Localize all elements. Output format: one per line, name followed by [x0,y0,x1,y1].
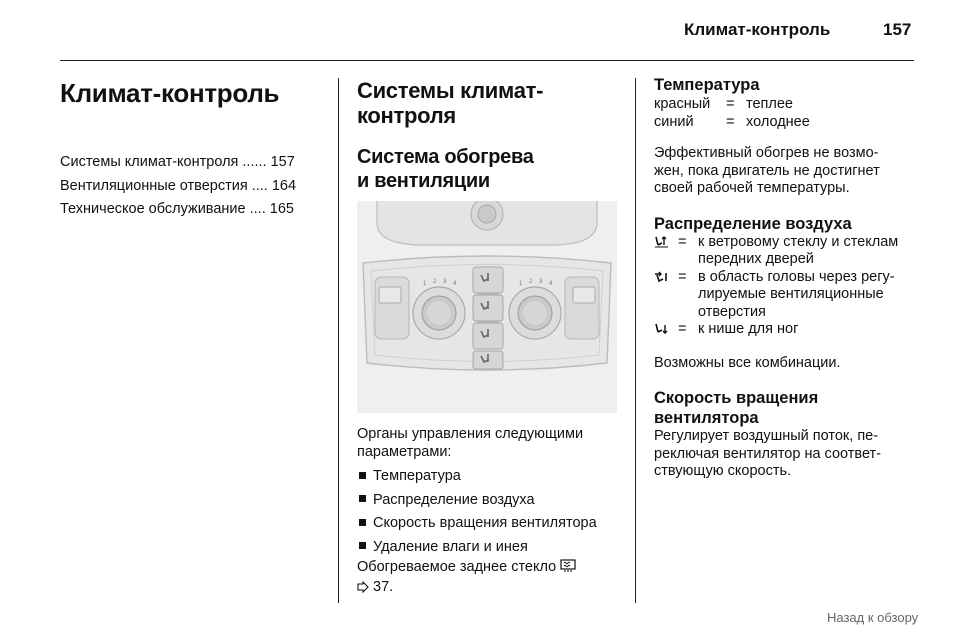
equals-sign: = [726,96,735,112]
list-item [357,536,622,560]
back-to-overview-link[interactable]: Назад к обзору [827,610,919,625]
effective-line-1: Эффективный обогрев не возмо- [654,145,879,161]
air-row-windshield [654,234,924,269]
chapter-title: Климат-контроль [60,78,280,108]
section-title-line-2: контроля [357,103,456,128]
rear-window-note [357,559,622,598]
toc-item-vents[interactable]: Вентиляционные отверстия .... 164 [60,177,297,194]
toc-item-climate-systems[interactable]: Системы климат-контроля ...... 157 [60,154,295,170]
footwell-airflow-icon [654,321,678,341]
temperature-value: теплее [746,96,793,112]
right-dial-scale-2: 2 [529,279,533,285]
subsection-title [357,145,622,193]
list-item-text: Температура [373,468,461,484]
middle-column [357,75,622,598]
column-divider-2 [635,78,636,603]
right-dial-scale-3: 3 [539,279,543,285]
air-row-text [698,269,924,322]
controls-intro [357,426,622,461]
air-row-footwell [654,321,924,341]
left-column [60,75,330,222]
air-row-text [698,234,924,269]
fan-heading-line-2: вентилятора [654,409,759,427]
controls-list [357,465,622,559]
left-dial-scale-1: 1 [423,281,427,287]
control-panel-illustration [357,201,617,413]
header-rule [60,60,914,61]
climate-control-panel-figure [357,201,617,413]
head-airflow-icon [654,269,678,322]
air-row-line: в область головы через регу- [698,268,895,285]
air-row-head [654,269,924,322]
page-number: 157 [883,20,912,39]
subsection-title-line-2: и вентиляции [357,170,490,192]
right-dial-scale-1: 1 [519,281,523,287]
air-distribution-buttons [473,267,503,369]
rear-window-heating-icon [560,559,576,579]
page-reference-link[interactable]: 37. [373,578,394,595]
combinations-note: Возможны все комбинации. [654,354,841,371]
equals-sign: = [726,114,735,130]
recirculation-icon [379,287,401,303]
running-title: Климат-контроль [684,20,831,39]
equals-sign: = [678,321,687,337]
air-row-line: передних дверей [698,251,814,267]
air-row-line: к нише для ног [698,321,799,337]
equals-sign: = [678,268,687,285]
air-row-line: отверстия [698,303,766,320]
list-item-text: Распределение воздуха [373,491,535,508]
section-title-line-1: Системы климат- [357,78,544,103]
subsection-title-line-1: Система обогрева [357,146,534,168]
list-item [357,465,622,489]
left-dial-scale-2: 2 [433,279,437,285]
list-item-text: Скорость вращения вентилятора [373,515,597,531]
fan-line-1: Регулирует воздушный поток, пе- [654,428,879,444]
air-row-text [698,321,924,341]
left-dial-scale-4: 4 [453,281,457,287]
list-item-text: Удаление влаги и инея [373,538,528,555]
windshield-airflow-icon [654,234,678,269]
fan-heading-line-1: Скорость вращения [654,389,819,407]
rear-defrost-button [565,277,599,339]
temperature-row-blue [654,113,924,131]
air-row-line: лируемые вентиляционные [698,286,884,302]
table-of-contents [60,151,330,222]
effective-line-3: своей рабочей температуры. [654,180,850,196]
effective-heating-note [654,145,924,198]
temperature-key: синий [654,114,694,130]
list-item [357,489,622,513]
effective-line-2: жен, пока двигатель не достигнет [654,162,880,179]
recirculation-button [375,277,409,339]
section-title [357,78,622,128]
temperature-heading: Температура [654,76,760,94]
equals-sign: = [678,233,687,250]
list-item [357,512,622,536]
rear-window-note-line-1: Обогреваемое заднее стекло [357,559,557,575]
right-dial-scale-4: 4 [549,281,553,287]
rear-defrost-icon [573,287,595,303]
temperature-row-red [654,95,924,113]
bullet-icon [359,519,366,526]
bullet-icon [359,495,366,502]
air-row-line: к ветровому стеклу и стеклам [698,233,899,250]
left-dial-scale-3: 3 [443,279,447,285]
fan-line-3: ствующую скорость. [654,463,792,479]
bullet-icon [359,472,366,479]
fan-line-2: реключая вентилятор на соответ- [654,445,882,462]
right-column [654,75,924,481]
temperature-value: холоднее [746,114,810,130]
temperature-key: красный [654,96,711,112]
toc-item-maintenance[interactable]: Техническое обслуживание .... 165 [60,201,294,217]
air-distribution-heading: Распределение воздуха [654,214,852,233]
column-divider-1 [338,78,339,603]
controls-intro-line-2: параметрами: [357,443,452,460]
bullet-icon [359,542,366,549]
fan-speed-description [654,428,924,481]
page-reference-icon[interactable] [357,581,369,599]
controls-intro-line-1: Органы управления следующими [357,426,584,442]
fan-speed-heading [654,388,924,428]
